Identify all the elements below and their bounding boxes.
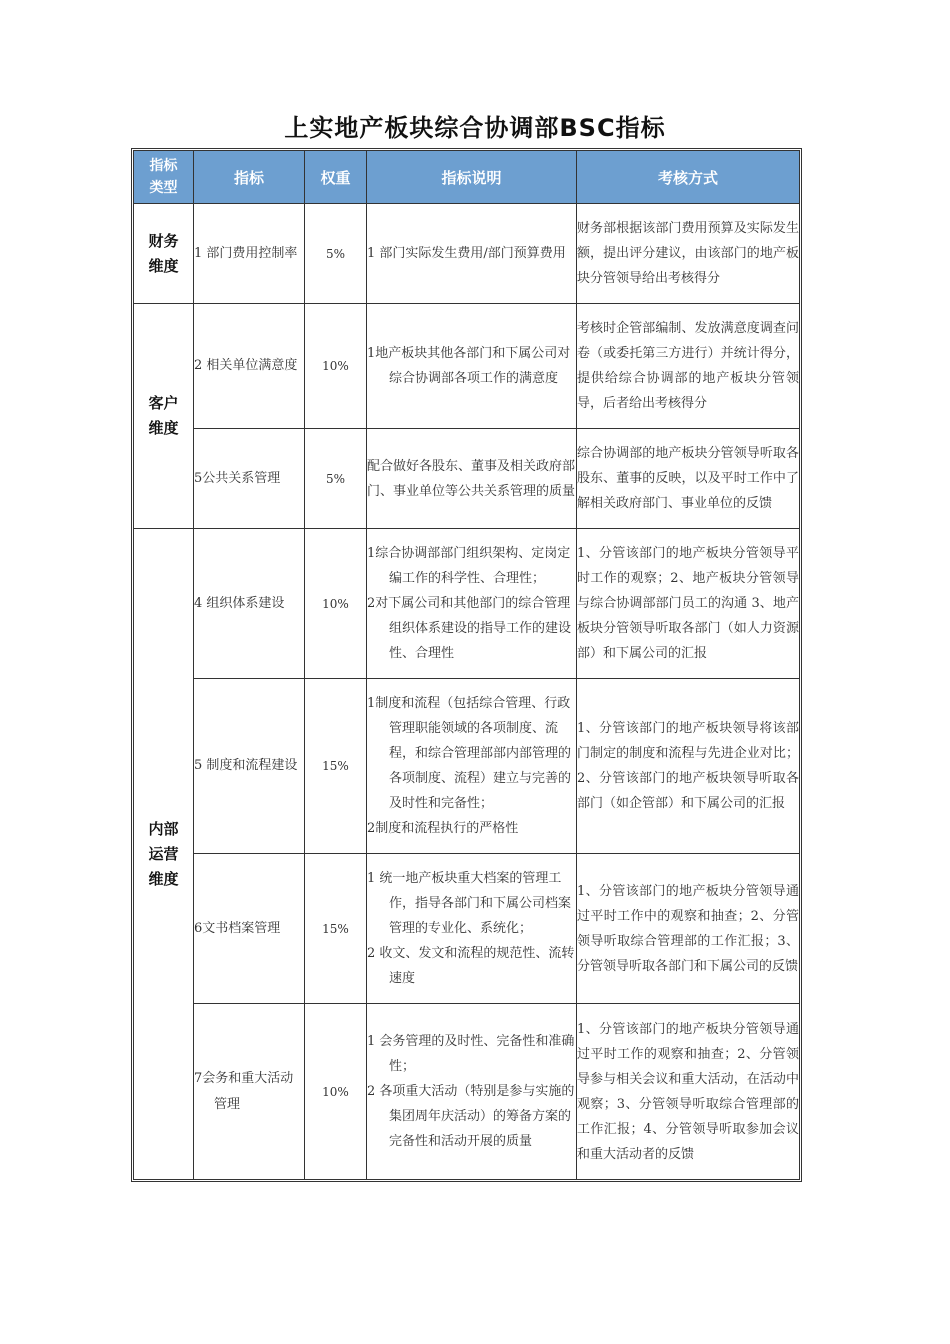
method-cell: 考核时企管部编制、发放满意度调查问卷（或委托第三方进行）并统计得分，提供给综合协调部的地产板块分管领导，后者给出考核得分 bbox=[577, 304, 800, 429]
method-cell: 1、分管该部门的地产板块分管领导平时工作的观察；2、地产板块分管领导与综合协调部部门员工的沟通 3、地产板块分管领导听取各部门（如人力资源部）和下属公司的汇报 bbox=[577, 529, 800, 679]
category-customer: 客户 维度 bbox=[134, 304, 194, 529]
category-finance: 财务 维度 bbox=[134, 204, 194, 304]
description-cell: 1 会务管理的及时性、完备性和准确性； 2 各项重大活动（特别是参与实施的集团周年庆活动）的筹备方案的完备性和活动开展的质量 bbox=[367, 1004, 577, 1180]
indicator-cell: 5公共关系管理 bbox=[194, 429, 305, 529]
indicator-cell: 7会务和重大活动管理 bbox=[194, 1004, 305, 1180]
method-cell: 财务部根据该部门费用预算及实际发生额，提出评分建议，由该部门的地产板块分管领导给出考核得分 bbox=[577, 204, 800, 304]
header-weight: 权重 bbox=[305, 151, 367, 204]
table-row bbox=[134, 529, 800, 679]
table-header-row bbox=[134, 151, 800, 204]
header-description: 指标说明 bbox=[367, 151, 577, 204]
category-internal-operations: 内部 运营 维度 bbox=[134, 529, 194, 1180]
table-row bbox=[134, 1004, 800, 1180]
indicator-cell: 5 制度和流程建设 bbox=[194, 679, 305, 854]
description-cell: 1 统一地产板块重大档案的管理工作，指导各部门和下属公司档案管理的专业化、系统化； 2 收文、发文和流程的规范性、流转速度 bbox=[367, 854, 577, 1004]
table-row bbox=[134, 679, 800, 854]
table-row bbox=[134, 304, 800, 429]
weight-cell: 5% bbox=[305, 204, 367, 304]
description-cell: 1综合协调部部门组织架构、定岗定编工作的科学性、合理性； 2对下属公司和其他部门的综合管理组织体系建设的指导工作的建设性、合理性 bbox=[367, 529, 577, 679]
document-title: 上实地产板块综合协调部BSC指标 bbox=[284, 114, 666, 142]
weight-cell: 15% bbox=[305, 679, 367, 854]
method-cell: 1、分管该部门的地产板块分管领导通过平时工作中的观察和抽查；2、分管领导听取综合管理部的工作汇报；3、分管领导听取各部门和下属公司的反馈 bbox=[577, 854, 800, 1004]
description-cell: 1制度和流程（包括综合管理、行政管理职能领域的各项制度、流程，和综合管理部部内部管理的各项制度、流程）建立与完善的及时性和完备性； 2制度和流程执行的严格性 bbox=[367, 679, 577, 854]
weight-cell: 10% bbox=[305, 304, 367, 429]
bsc-indicator-table bbox=[133, 150, 800, 1180]
weight-cell: 10% bbox=[305, 529, 367, 679]
description-cell: 1地产板块其他各部门和下属公司对综合协调部各项工作的满意度 bbox=[367, 304, 577, 429]
method-cell: 1、分管该部门的地产板块分管领导通过平时工作的观察和抽查；2、分管领导参与相关会议和重大活动，在活动中观察；3、分管领导听取综合管理部的工作汇报；4、分管领导听取参加会议和重大活动者的反馈 bbox=[577, 1004, 800, 1180]
method-cell: 1、分管该部门的地产板块领导将该部门制定的制度和流程与先进企业对比；2、分管该部门的地产板块领导听取各部门（如企管部）和下属公司的汇报 bbox=[577, 679, 800, 854]
header-indicator-type: 指标 类型 bbox=[134, 151, 194, 204]
indicator-cell: 2 相关单位满意度 bbox=[194, 304, 305, 429]
header-indicator: 指标 bbox=[194, 151, 305, 204]
header-method: 考核方式 bbox=[577, 151, 800, 204]
indicator-cell: 1 部门费用控制率 bbox=[194, 204, 305, 304]
method-cell: 综合协调部的地产板块分管领导听取各股东、董事的反映，以及平时工作中了解相关政府部门、事业单位的反馈 bbox=[577, 429, 800, 529]
table-row bbox=[134, 429, 800, 529]
indicator-cell: 6文书档案管理 bbox=[194, 854, 305, 1004]
weight-cell: 5% bbox=[305, 429, 367, 529]
table-row bbox=[134, 204, 800, 304]
weight-cell: 15% bbox=[305, 854, 367, 1004]
weight-cell: 10% bbox=[305, 1004, 367, 1180]
description-cell: 1 部门实际发生费用/部门预算费用 bbox=[367, 204, 577, 304]
description-cell: 配合做好各股东、董事及相关政府部门、事业单位等公共关系管理的质量 bbox=[367, 429, 577, 529]
indicator-cell: 4 组织体系建设 bbox=[194, 529, 305, 679]
table-row bbox=[134, 854, 800, 1004]
